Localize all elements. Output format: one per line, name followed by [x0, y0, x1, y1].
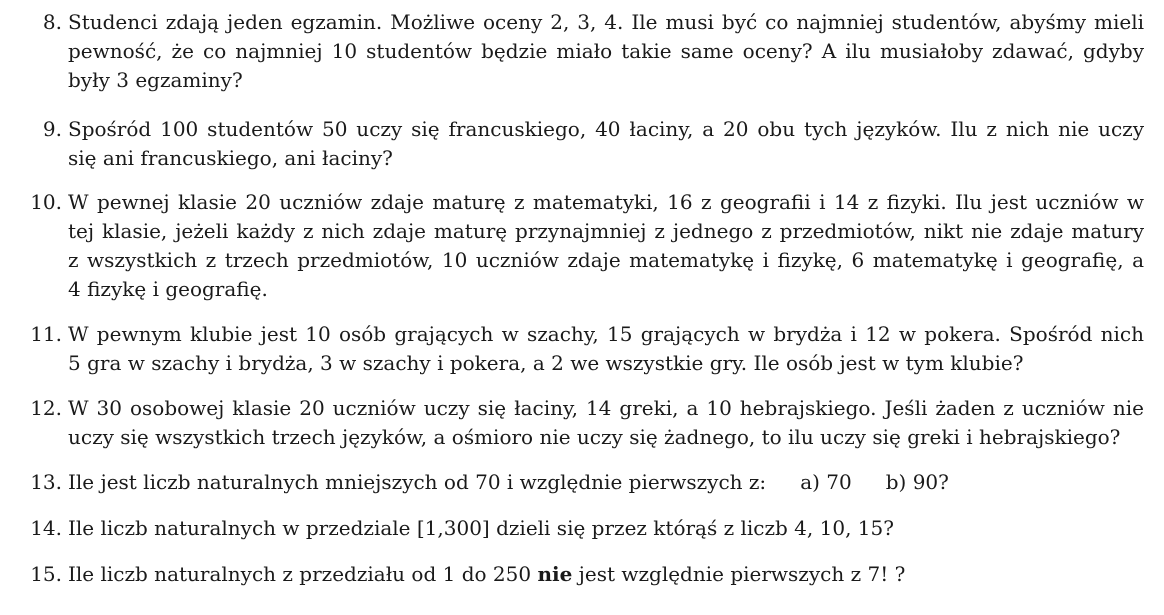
text-line: W pewnej klasie 20 uczniów zdaje maturę z matematyki, 16 z geografii i 14 z fizyki. Ilu jest uczniów w [68, 190, 1144, 214]
text-line: 5 gra w szachy i brydża, 3 w szachy i pokera, a 2 we wszystkie gry. Ile osób jest w tym klubie? [68, 351, 1024, 375]
text-line: Spośród 100 studentów 50 uczy się francuskiego, 40 łaciny, a 20 obu tych języków. Ilu z nich nie uczy [68, 117, 1144, 141]
problem-number: 12. [30, 396, 62, 420]
text-line [68, 468, 1144, 497]
text-line [68, 560, 1144, 589]
text-line: były 3 egzaminy? [68, 68, 243, 92]
problem-text [68, 560, 1144, 589]
problem-number: 13. [30, 470, 62, 494]
question-text: Ile jest liczb naturalnych mniejszych od 70 i względnie pierwszych z: [68, 470, 767, 494]
emphasized-word: nie [537, 562, 573, 586]
text-line: uczy się wszystkich trzech języków, a ośmioro nie uczy się żadnego, to ilu uczy się greki i hebrajskiego? [68, 425, 1121, 449]
problem-8 [14, 8, 1144, 95]
text-line: się ani francuskiego, ani łaciny? [68, 146, 393, 170]
problem-9 [14, 115, 1144, 173]
problem-11 [14, 320, 1144, 378]
option-a: a) 70 [800, 470, 852, 494]
text-line: Studenci zdają jeden egzamin. Możliwe oceny 2, 3, 4. Ile musi być co najmniej studentów, abyśmy mieli [68, 10, 1144, 34]
problem-10 [14, 188, 1144, 304]
question-text-start: Ile liczb naturalnych z przedziału od 1 do 250 [68, 562, 532, 586]
text-line: Ile liczb naturalnych w przedziale [1,300] dzieli się przez którąś z liczb 4, 10, 15? [68, 516, 894, 540]
text-line: 4 fizykę i geografię. [68, 277, 268, 301]
text-line: tej klasie, jeżeli każdy z nich zdaje maturę przynajmniej z jednego z przedmiotów, nikt nie zdaje matury [68, 219, 1144, 243]
problem-number: 10. [30, 190, 62, 214]
text-line: z wszystkich z trzech przedmiotów, 10 uczniów zdaje matematykę i fizykę, 6 matematykę i geografię, a [68, 248, 1144, 272]
problem-text [68, 188, 1144, 304]
problem-number: 11. [30, 322, 62, 346]
problem-text [68, 115, 1144, 173]
option-b: b) 90? [885, 470, 949, 494]
problem-number: 9. [42, 117, 62, 141]
problem-text [68, 514, 1144, 543]
text-line: W 30 osobowej klasie 20 uczniów uczy się łaciny, 14 greki, a 10 hebrajskiego. Jeśli żaden z uczniów nie [68, 396, 1144, 420]
problem-14 [14, 514, 1144, 543]
problem-15 [14, 560, 1144, 589]
text-line: W pewnym klubie jest 10 osób grających w szachy, 15 grających w brydża i 12 w pokera. Spośród nich [68, 322, 1144, 346]
problem-13 [14, 468, 1144, 497]
problem-number: 15. [30, 562, 62, 586]
problem-12 [14, 394, 1144, 452]
problem-text [68, 394, 1144, 452]
problem-text [68, 320, 1144, 378]
problem-number: 14. [30, 516, 62, 540]
problem-number: 8. [42, 10, 62, 34]
problem-text [68, 8, 1144, 95]
question-text-end: jest względnie pierwszych z 7! ? [578, 562, 906, 586]
text-line: pewność, że co najmniej 10 studentów będzie miało takie same oceny? A ilu musiałoby zdawać, gdyby [68, 39, 1144, 63]
problem-text [68, 468, 1144, 497]
